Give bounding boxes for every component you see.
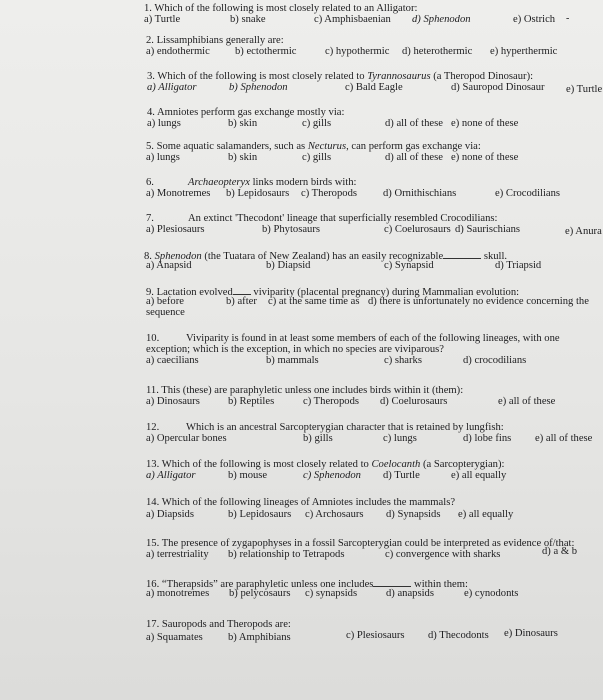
option-a: a) lungs xyxy=(147,118,181,129)
option-b: b) Diapsid xyxy=(266,260,311,271)
option-b: b) Phytosaurs xyxy=(262,224,320,235)
option-a: a) Alligator xyxy=(146,470,196,481)
option-a: a) monotremes xyxy=(146,588,210,599)
option-c: c) sharks xyxy=(384,355,422,366)
option-a: a) Diapsids xyxy=(146,509,194,520)
option-d: d) lobe fins xyxy=(463,433,512,444)
option-b: b) Reptiles xyxy=(228,396,275,407)
option-b: b) Amphibians xyxy=(228,632,291,643)
question-prompt: 4. Amniotes perform gas exchange mostly via: xyxy=(147,107,345,118)
option-d: d) there is unfortunately no evidence concerning the xyxy=(368,296,589,307)
option-a: a) endothermic xyxy=(146,46,210,57)
pen-mark-icon: - xyxy=(566,13,570,24)
option-d: d) Turtle xyxy=(383,470,420,481)
option-e: e) Turtle xyxy=(566,84,603,95)
option-b: b) Lepidosaurs xyxy=(226,188,290,199)
option-b: b) skin xyxy=(228,118,258,129)
question-prompt: Viviparity is found in at least some members of each of the following lineages, with one xyxy=(186,333,560,344)
question-number: 6. xyxy=(146,177,154,188)
question-prompt: 8. Sphenodon (the Tuatara of New Zealand) has an easily recognizable skull. xyxy=(144,251,508,262)
option-e: e) all equally xyxy=(458,509,514,520)
option-d: d) a & b xyxy=(542,546,578,557)
option-e: e) none of these xyxy=(451,152,519,163)
option-d: d) heterothermic xyxy=(402,46,473,57)
option-c: c) Synapsid xyxy=(384,260,434,271)
option-b: b) relationship to Tetrapods xyxy=(228,549,345,560)
option-e: e) Anura xyxy=(565,226,602,237)
option-a: a) Anapsid xyxy=(146,260,192,271)
question-prompt: 13. Which of the following is most closely related to Coelocanth (a Sarcopterygian): xyxy=(146,459,505,470)
option-c: c) gills xyxy=(302,152,332,163)
option-c: c) at the same time as xyxy=(268,296,360,307)
option-d: d) Thecodonts xyxy=(428,630,489,641)
option-c: c) Coelurosaurs xyxy=(384,224,451,235)
question-prompt: Which is an ancestral Sarcopterygian character that is retained by lungfish: xyxy=(186,422,504,433)
option-a: a) terrestriality xyxy=(146,549,209,560)
question-prompt: 1. Which of the following is most closely related to an Alligator: xyxy=(144,3,418,14)
option-c: c) gills xyxy=(302,118,332,129)
option-d: d) crocodilians xyxy=(463,355,527,366)
question-prompt: 14. Which of the following lineages of Amniotes includes the mammals? xyxy=(146,497,456,508)
answer-blank xyxy=(443,249,481,259)
option-e: e) hyperthermic xyxy=(490,46,558,57)
option-a: a) Squamates xyxy=(146,632,203,643)
question-number: 10. xyxy=(146,333,160,344)
option-e: e) all of these xyxy=(498,396,556,407)
question-prompt: An extinct 'Thecodont' lineage that superficially resembled Crocodilians: xyxy=(188,213,498,224)
option-a: a) Dinosaurs xyxy=(146,396,200,407)
option-e: e) Dinosaurs xyxy=(504,628,558,639)
option-d-continuation: sequence xyxy=(146,307,185,318)
option-d: d) anapsids xyxy=(386,588,434,599)
option-c: c) Sphenodon xyxy=(303,470,361,481)
option-c: c) hypothermic xyxy=(325,46,390,57)
option-b: b) gills xyxy=(303,433,333,444)
option-a: a) caecilians xyxy=(146,355,199,366)
option-c: c) Theropods xyxy=(301,188,357,199)
option-e: e) all equally xyxy=(451,470,507,481)
option-a: a) Alligator xyxy=(147,82,197,93)
question-number: 7. xyxy=(146,213,154,224)
question-prompt: 15. The presence of zygapophyses in a fossil Sarcopterygian could be interpreted as evidence of/that: xyxy=(146,538,575,549)
option-b: b) mammals xyxy=(266,355,319,366)
option-d: d) all of these xyxy=(385,118,443,129)
option-a: a) Turtle xyxy=(144,14,181,25)
answer-blank xyxy=(373,577,411,587)
option-b: b) pelycosaurs xyxy=(229,588,291,599)
option-b: b) snake xyxy=(230,14,266,25)
option-b: b) skin xyxy=(228,152,258,163)
option-d: d) Synapsids xyxy=(386,509,441,520)
option-d: d) Ornithischians xyxy=(383,188,457,199)
question-prompt: 3. Which of the following is most closely related to Tyrannosaurus (a Theropod Dinosaur): xyxy=(147,71,534,82)
option-d: d) Saurischians xyxy=(455,224,521,235)
option-b: b) after xyxy=(226,296,257,307)
option-a: a) before xyxy=(146,296,184,307)
option-b: b) mouse xyxy=(228,470,268,481)
question-prompt: 5. Some aquatic salamanders, such as Necturus, can perform gas exchange via: xyxy=(146,141,481,152)
option-e: e) Crocodilians xyxy=(495,188,561,199)
question-prompt: 2. Lissamphibians generally are: xyxy=(146,35,284,46)
question-prompt-line-2: exception; which is the exception, in which no species are viviparous? xyxy=(146,344,445,355)
option-d: d) Coelurosaurs xyxy=(380,396,448,407)
option-d: d) Sauropod Dinosaur xyxy=(451,82,545,93)
option-d: d) all of these xyxy=(385,152,443,163)
question-prompt: 11. This (these) are paraphyletic unless one includes birds within it (them): xyxy=(146,385,464,396)
option-e: e) all of these xyxy=(535,433,593,444)
option-e: e) cynodonts xyxy=(464,588,519,599)
option-a: a) lungs xyxy=(146,152,180,163)
option-b: b) ectothermic xyxy=(235,46,297,57)
option-a: a) Plesiosaurs xyxy=(146,224,205,235)
option-c: c) convergence with sharks xyxy=(385,549,501,560)
answer-blank xyxy=(233,285,251,295)
option-d: d) Triapsid xyxy=(495,260,542,271)
option-d: d) Sphenodon xyxy=(412,14,471,25)
option-b: b) Sphenodon xyxy=(229,82,288,93)
option-e: e) none of these xyxy=(451,118,519,129)
option-c: c) Archosaurs xyxy=(305,509,364,520)
question-prompt: 17. Sauropods and Theropods are: xyxy=(146,619,291,630)
option-e: e) Ostrich xyxy=(513,14,556,25)
option-c: c) Theropods xyxy=(303,396,359,407)
option-c: c) Plesiosaurs xyxy=(346,630,405,641)
question-prompt: 9. Lactation evolved viviparity (placental pregnancy) during Mammalian evolution: xyxy=(146,287,520,298)
option-a: a) Opercular bones xyxy=(146,433,227,444)
option-c: c) Bald Eagle xyxy=(345,82,403,93)
question-number: 12. xyxy=(146,422,160,433)
option-a: a) Monotremes xyxy=(146,188,211,199)
option-c: c) Amphisbaenian xyxy=(314,14,391,25)
option-c: c) synapsids xyxy=(305,588,358,599)
option-c: c) lungs xyxy=(383,433,417,444)
question-prompt: 16. “Therapsids” are paraphyletic unless one includes within them: xyxy=(146,579,468,590)
option-b: b) Lepidosaurs xyxy=(228,509,292,520)
question-prompt: Archaeopteryx links modern birds with: xyxy=(188,177,357,188)
